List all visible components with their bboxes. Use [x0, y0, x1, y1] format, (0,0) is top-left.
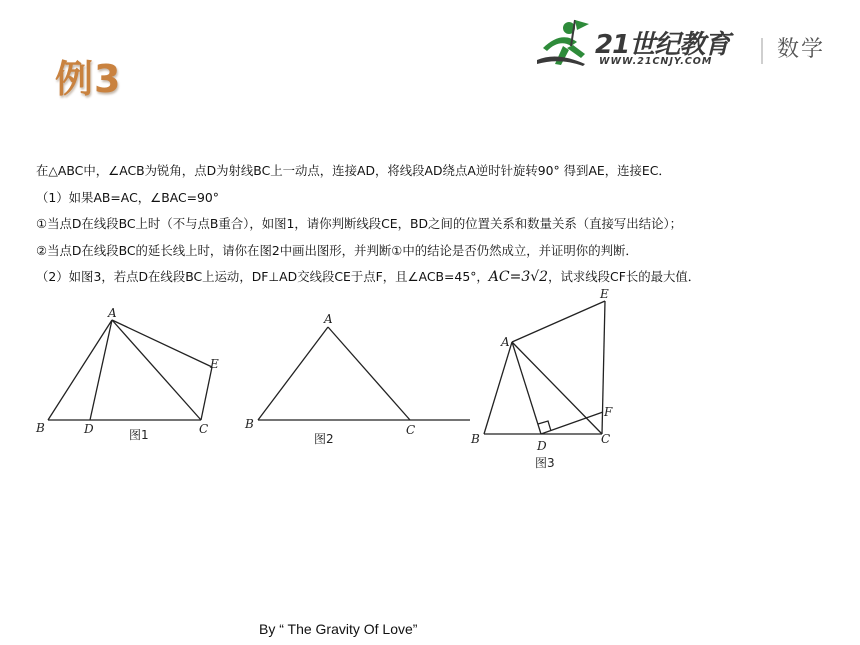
fig1-label-D: D: [84, 422, 94, 436]
fig1-caption: 图1: [129, 428, 149, 442]
fig3-segment-AC: [512, 342, 602, 434]
fig3-label-A: A: [501, 335, 510, 349]
fig3-segment-AB: [484, 342, 512, 434]
fig1-label-B: B: [36, 421, 45, 435]
figure-1: [48, 320, 212, 420]
figure-3-labels: [470, 287, 613, 470]
problem-line: （1）如果AB=AC，∠BAC=90°: [36, 189, 219, 205]
fig1-segment-AD: [90, 320, 112, 420]
formula: AC=3√2: [488, 269, 549, 285]
problem-line-part: （2）如图3，若点D在线段BC上运动，DF⊥AD交线段CE于点F，且∠ACB=45°，: [36, 269, 489, 284]
fig3-segment-AD: [512, 342, 541, 434]
fig1-label-C: C: [199, 422, 209, 436]
problem-line: ①当点D在线段BC上时（不与点B重合），如图1，请你判断线段CE，BD之间的位置关系和数量关系（直接写出结论）；: [36, 216, 683, 231]
fig1-segment-EC: [201, 367, 212, 420]
slide-title: 例3: [55, 57, 122, 101]
fig3-caption: 图3: [535, 456, 555, 470]
fig1-label-A: A: [108, 306, 117, 320]
fig1-segment-AE: [112, 320, 212, 367]
figure-2: [258, 327, 470, 420]
fig3-label-B: B: [471, 432, 480, 446]
fig2-segment-AC: [328, 327, 410, 420]
fig2-segment-AB: [258, 327, 328, 420]
logo-subject: 数学: [777, 37, 826, 62]
footer-credit: By “ The Gravity Of Love”: [259, 621, 418, 637]
problem-line: ②当点D在线段BC的延长线上时，请你在图2中画出图形，并判断①中的结论是否仍然成立，并证明你的判断．: [36, 242, 638, 258]
fig3-label-C: C: [601, 432, 611, 446]
logo-url: WWW.21CNJY.COM: [599, 56, 713, 67]
logo-brand-number: 21: [595, 30, 630, 60]
fig2-label-C: C: [406, 423, 416, 437]
fig2-label-B: B: [245, 417, 254, 431]
figure-2-labels: [244, 312, 415, 446]
fig3-label-F: F: [604, 405, 613, 419]
fig2-caption: 图2: [314, 432, 334, 446]
fig1-label-E: E: [210, 357, 219, 371]
fig3-label-D: D: [537, 439, 547, 453]
logo-brand-text: 世纪教育: [629, 30, 730, 60]
fig2-label-A: A: [324, 312, 333, 326]
fig3-segment-AE: [512, 301, 605, 342]
problem-line: 在△ABC中，∠ACB为锐角，点D为射线BC上一动点，连接AD，将线段AD绕点A逆时针旋转90° 得到AE，连接EC．: [36, 163, 671, 178]
fig1-segment-AC: [112, 320, 201, 420]
fig1-segment-AB: [48, 320, 112, 420]
figure-3: [484, 301, 605, 434]
problem-line-part: ，试求线段CF长的最大值．: [548, 269, 701, 284]
fig3-label-E: E: [600, 287, 609, 301]
